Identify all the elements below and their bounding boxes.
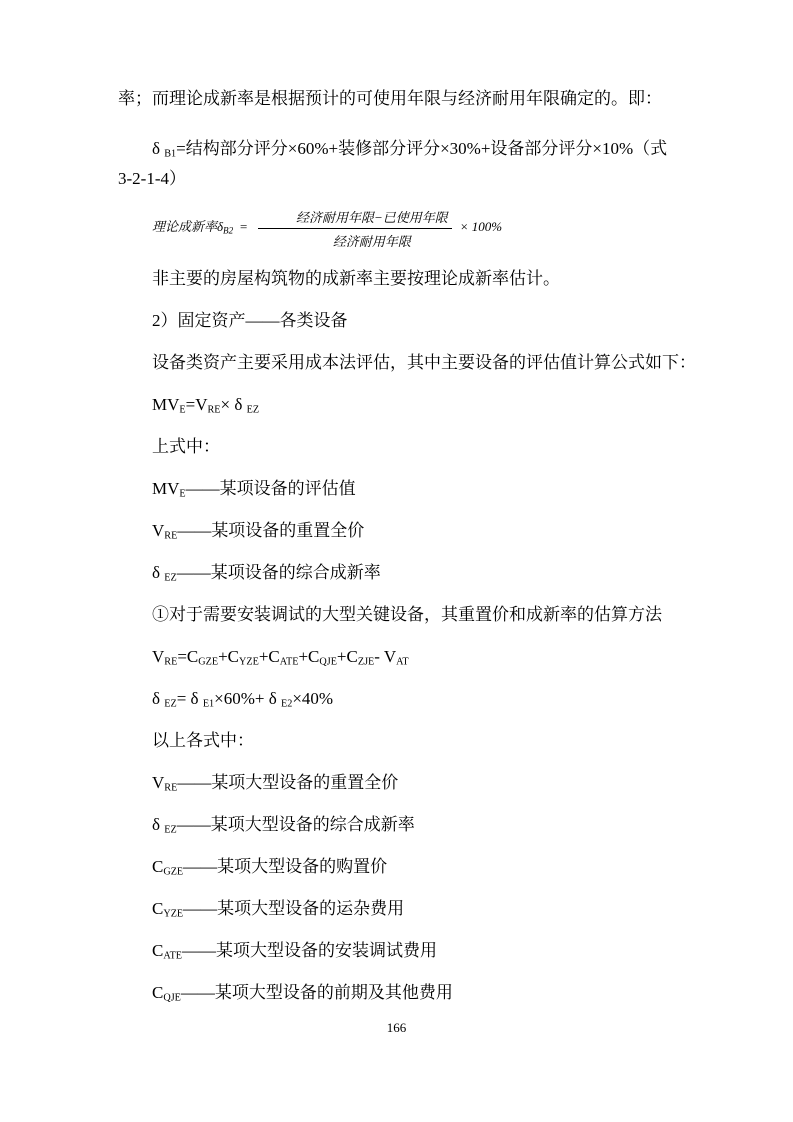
text-line bbox=[118, 768, 683, 798]
text-line bbox=[118, 936, 683, 966]
text-line bbox=[118, 894, 683, 924]
text-segment: ——某项大型设备的重置全价 bbox=[177, 773, 399, 792]
text-segment: 率；而理论成新率是根据预计的可使用年限与经济耐用年限确定的。即： bbox=[118, 89, 662, 108]
subscript: AT bbox=[396, 656, 409, 668]
text-segment: V bbox=[152, 647, 165, 666]
equals-sign: = bbox=[239, 218, 248, 234]
text-segment: MV bbox=[152, 479, 180, 498]
text-line bbox=[118, 726, 683, 756]
text-segment: δ bbox=[152, 815, 165, 834]
text-segment: V bbox=[152, 521, 165, 540]
text-segment: V bbox=[152, 773, 165, 792]
text-segment: = δ bbox=[176, 689, 203, 708]
page-number: 166 bbox=[386, 1020, 407, 1035]
text-segment: +C bbox=[336, 647, 358, 666]
subscript: GZE bbox=[163, 866, 184, 878]
text-line bbox=[118, 390, 683, 420]
text-line bbox=[118, 684, 683, 714]
text-segment: +C bbox=[298, 647, 320, 666]
text-segment: ①对于需要安装调试的大型关键设备，其重置价和成新率的估算方法 bbox=[152, 605, 662, 624]
formula-tail: × 100% bbox=[459, 218, 503, 234]
text-segment: ——某项设备的综合成新率 bbox=[176, 563, 381, 582]
text-segment: C bbox=[152, 857, 164, 876]
text-segment: ——某项设备的评估值 bbox=[185, 479, 356, 498]
text-segment: ——某项大型设备的综合成新率 bbox=[176, 815, 415, 834]
text-segment: ——某项大型设备的安装调试费用 bbox=[182, 941, 438, 960]
subscript: E bbox=[179, 404, 186, 416]
text-segment: 设备类资产主要采用成本法评估，其中主要设备的评估值计算公式如下： bbox=[152, 353, 696, 372]
text-line bbox=[118, 978, 683, 1008]
text-segment: 上式中： bbox=[152, 437, 220, 456]
text-line bbox=[118, 642, 683, 672]
text-segment: ×60%+ δ bbox=[214, 689, 282, 708]
text-line bbox=[118, 600, 683, 630]
text-segment: δ bbox=[152, 563, 165, 582]
subscript: RE bbox=[164, 656, 178, 668]
text-segment: δ bbox=[152, 139, 165, 158]
text-segment: =C bbox=[177, 647, 199, 666]
text-line bbox=[118, 306, 683, 336]
text-line bbox=[118, 852, 683, 882]
text-segment: ——某项大型设备的购置价 bbox=[183, 857, 388, 876]
subscript: B2 bbox=[223, 225, 234, 236]
denominator: 经济耐用年限 bbox=[332, 234, 411, 249]
text-segment: C bbox=[152, 899, 164, 918]
subscript: EZ bbox=[164, 824, 177, 836]
subscript: YZE bbox=[163, 908, 184, 920]
fraction bbox=[258, 206, 452, 250]
text-segment: C bbox=[152, 983, 164, 1002]
document-body bbox=[118, 84, 696, 1020]
text-segment: ——某项设备的重置全价 bbox=[177, 521, 365, 540]
subscript: E1 bbox=[202, 698, 215, 710]
text-line bbox=[118, 474, 683, 504]
text-segment: +C bbox=[218, 647, 239, 666]
formula-lead: 理论成新率$\delta_{B2}$ bbox=[152, 218, 234, 236]
subscript: GZE bbox=[198, 656, 219, 668]
formula-line bbox=[118, 206, 683, 250]
subscript: ATE bbox=[279, 656, 299, 668]
subscript: YZE bbox=[239, 656, 259, 668]
subscript: RE bbox=[207, 404, 221, 416]
text-segment: =结构部分评分×60%+装修部分评分×30%+设备部分评分×10%（式 bbox=[176, 139, 668, 158]
text-segment: - V bbox=[374, 647, 397, 666]
text-line bbox=[118, 134, 683, 164]
numerator: 经济耐用年限−已使用年限 bbox=[258, 206, 452, 229]
text-segment: 2）固定资产——各类设备 bbox=[152, 311, 348, 330]
text-segment: δ bbox=[152, 689, 165, 708]
text-segment: ——某项大型设备的运杂费用 bbox=[183, 899, 405, 918]
subscript: QJE bbox=[163, 992, 181, 1004]
subscript: QJE bbox=[319, 656, 337, 668]
text-segment: ×40% bbox=[292, 689, 334, 708]
subscript: EZ bbox=[164, 572, 177, 584]
text-line bbox=[118, 432, 683, 462]
subscript: E2 bbox=[281, 698, 293, 710]
subscript: RE bbox=[164, 782, 178, 794]
text-segment: 3-2-1-4） bbox=[118, 169, 186, 188]
text-line bbox=[118, 164, 683, 194]
text-segment: MV bbox=[152, 395, 180, 414]
text-segment: C bbox=[152, 941, 164, 960]
text-line bbox=[118, 558, 683, 588]
text-segment: ——某项大型设备的前期及其他费用 bbox=[180, 983, 453, 1002]
subscript: EZ bbox=[164, 698, 177, 710]
subscript: E bbox=[179, 488, 186, 500]
subscript: ZJE bbox=[357, 656, 375, 668]
text-segment: 以上各式中： bbox=[152, 731, 254, 750]
subscript: EZ bbox=[246, 404, 260, 416]
text-line bbox=[118, 84, 683, 114]
text-segment: =V bbox=[185, 395, 208, 414]
subscript: ATE bbox=[163, 950, 183, 962]
text-line bbox=[118, 264, 683, 294]
text-segment: × δ bbox=[220, 395, 247, 414]
text-segment: 非主要的房屋构筑物的成新率主要按理论成新率估计。 bbox=[152, 269, 560, 288]
subscript: B1 bbox=[164, 148, 177, 160]
text-line bbox=[118, 516, 683, 546]
text-line bbox=[118, 348, 696, 378]
subscript: RE bbox=[164, 530, 178, 542]
text-line bbox=[118, 810, 683, 840]
text-segment: +C bbox=[258, 647, 280, 666]
